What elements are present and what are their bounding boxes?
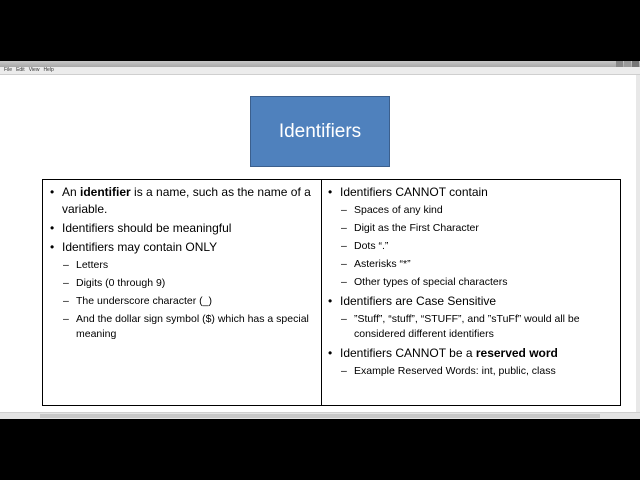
menu-edit[interactable]: Edit — [16, 67, 25, 73]
right-column — [327, 184, 617, 382]
sub-bullet-dots: – Dots “.” — [327, 239, 617, 254]
sub-bullet-dollar-sign: – And the dollar sign symbol ($) which has a special meaning — [49, 312, 315, 342]
sub-bullet-case-example: – ”Stuff”, “stuff”, “STUFF”, and ”sTuFf” would all be considered different identifiers — [327, 312, 617, 342]
horizontal-scroll-thumb[interactable] — [40, 414, 600, 418]
menu-view[interactable]: View — [28, 67, 40, 73]
sub-bullet-special-chars: – Other types of special characters — [327, 275, 617, 290]
left-column — [49, 184, 315, 345]
slide-title: Identifiers — [278, 120, 362, 142]
bullet-may-contain: • Identifiers may contain ONLY — [49, 239, 315, 256]
sub-bullet-asterisks: – Asterisks “*” — [327, 257, 617, 272]
sub-bullet-letters: – Letters — [49, 258, 315, 273]
vertical-scrollbar[interactable] — [636, 75, 640, 412]
sub-bullet-reserved-examples: – Example Reserved Words: int, public, class — [327, 364, 617, 379]
content-table — [42, 179, 621, 406]
slide-canvas — [2, 75, 636, 412]
bullet-identifier-definition: • An identifier is a name, such as the name of a variable. — [49, 184, 315, 218]
sub-bullet-digit-first: – Digit as the First Character — [327, 221, 617, 236]
sub-bullet-underscore: – The underscore character (_) — [49, 294, 315, 309]
slide-title-box — [250, 96, 390, 167]
bullet-reserved-word: • Identifiers CANNOT be a reserved word — [327, 345, 617, 362]
menu-bar — [0, 67, 640, 75]
app-window — [0, 61, 640, 419]
sub-bullet-spaces: – Spaces of any kind — [327, 203, 617, 218]
bullet-cannot-contain: • Identifiers CANNOT contain — [327, 184, 617, 201]
sub-bullet-digits: – Digits (0 through 9) — [49, 276, 315, 291]
bullet-case-sensitive: • Identifiers are Case Sensitive — [327, 293, 617, 310]
menu-help[interactable]: Help — [43, 67, 54, 73]
column-divider — [321, 180, 322, 405]
bullet-meaningful: • Identifiers should be meaningful — [49, 220, 315, 237]
menu-file[interactable]: File — [4, 67, 13, 73]
